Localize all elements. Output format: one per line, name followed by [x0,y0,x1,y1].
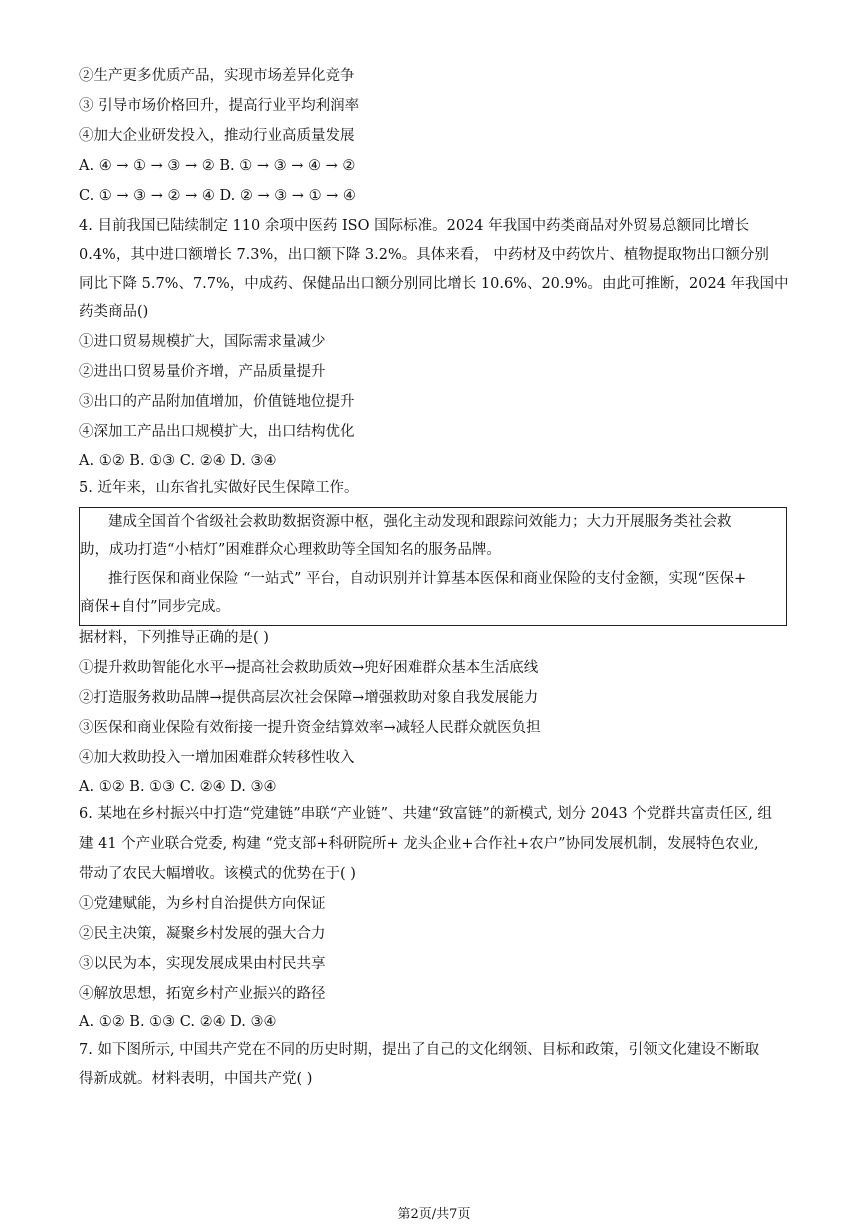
q5-option-3: ③医保和商业保险有效衔接一提升资金结算效率→减轻人民群众就医负担 [79,720,541,736]
q5-stem: 5. 近年来，山东省扎实做好民生保障工作。 [79,480,359,496]
q3-choices-ab: A. ④ → ① → ③ → ② B. ① → ③ → ④ → ② [79,158,356,174]
q4-option-1: ①进口贸易规模扩大，国际需求量减少 [79,334,326,350]
q5-material-para-1-line-2: 助，成功打造“小桔灯”困难群众心理救助等全国知名的服务品牌。 [80,542,501,558]
q5-question: 据材料，下列推导正确的是( ) [79,630,269,646]
q6-stem-line-2: 建 41 个产业联合党委, 构建 “党支部+科研院所+ 龙头企业+合作社+农户”协同发展机制，发展特色农业, [79,836,759,852]
q5-material-para-2-line-1: 推行医保和商业保险 “一站式” 平台，自动识别并计算基本医保和商业保险的支付金额，实现“医保+ [108,571,747,587]
q6-option-2: ②民主决策，凝聚乡村发展的强大合力 [79,926,326,942]
q6-option-1: ①党建赋能，为乡村自治提供方向保证 [79,896,326,912]
q5-material-box [79,507,787,626]
q5-option-1: ①提升救助智能化水平→提高社会救助质效→兜好困难群众基本生活底线 [79,660,539,676]
q4-stem-line-2: 0.4%，其中进口额增长 7.3%，出口额下降 3.2%。具体来看， 中药材及中药饮片、植物提取物出口额分别 [79,247,769,263]
q4-option-4: ④深加工产品出口规模扩大，出口结构优化 [79,424,355,440]
q4-option-3: ③出口的产品附加值增加，价值链地位提升 [79,394,355,410]
q4-stem-line-3: 同比下降 5.7%、7.7%，中成药、保健品出口额分别同比增长 10.6%、20.9%。由此可推断，2024 年我国中 [79,276,789,292]
q4-stem-line-4: 药类商品() [79,304,149,320]
page-number-footer: 第2页/共7页 [397,1207,471,1222]
q5-material-para-1-line-1: 建成全国首个省级社会救助数据资源中枢，强化主动发现和跟踪问效能力；大力开展服务类社会救 [108,514,732,530]
q4-option-2: ②进出口贸易量价齐增，产品质量提升 [79,364,326,380]
q4-choices: A. ①② B. ①③ C. ②④ D. ③④ [79,453,277,469]
q6-option-3: ③以民为本，实现发展成果由村民共享 [79,956,326,972]
q3-option-4: ④加大企业研发投入，推动行业高质量发展 [79,128,355,144]
q7-stem-line-1: 7. 如下图所示, 中国共产党在不同的历史时期，提出了自己的文化纲领、目标和政策，引领文化建设不断取 [79,1042,760,1058]
q5-option-4: ④加大救助投入一增加困难群众转移性收入 [79,750,355,766]
q3-option-3: ③ 引导市场价格回升，提高行业平均利润率 [79,98,360,114]
q6-option-4: ④解放思想，拓宽乡村产业振兴的路径 [79,986,326,1002]
q5-choices: A. ①② B. ①③ C. ②④ D. ③④ [79,779,277,795]
q5-option-2: ②打造服务救助品牌→提供高层次社会保障→增强救助对象自我发展能力 [79,690,539,706]
q3-choices-cd: C. ① → ③ → ② → ④ D. ② → ③ → ① → ④ [79,188,356,204]
q7-stem-line-2: 得新成就。材料表明，中国共产党( ) [79,1071,313,1087]
q6-stem-line-3: 带动了农民大幅增收。该模式的优势在于( ) [79,866,356,882]
q4-stem-line-1: 4. 目前我国已陆续制定 110 余项中医药 ISO 国际标准。2024 年我国中药类商品对外贸易总额同比增长 [79,218,750,234]
q3-option-2: ②生产更多优质产品，实现市场差异化竞争 [79,68,355,84]
q5-material-para-2-line-2: 商保+自付”同步完成。 [80,599,231,615]
q6-stem-line-1: 6. 某地在乡村振兴中打造“党建链”串联“产业链”、共建“致富链”的新模式, 划分 2043 个党群共富责任区, 组 [79,806,772,822]
q6-choices: A. ①② B. ①③ C. ②④ D. ③④ [79,1014,277,1030]
